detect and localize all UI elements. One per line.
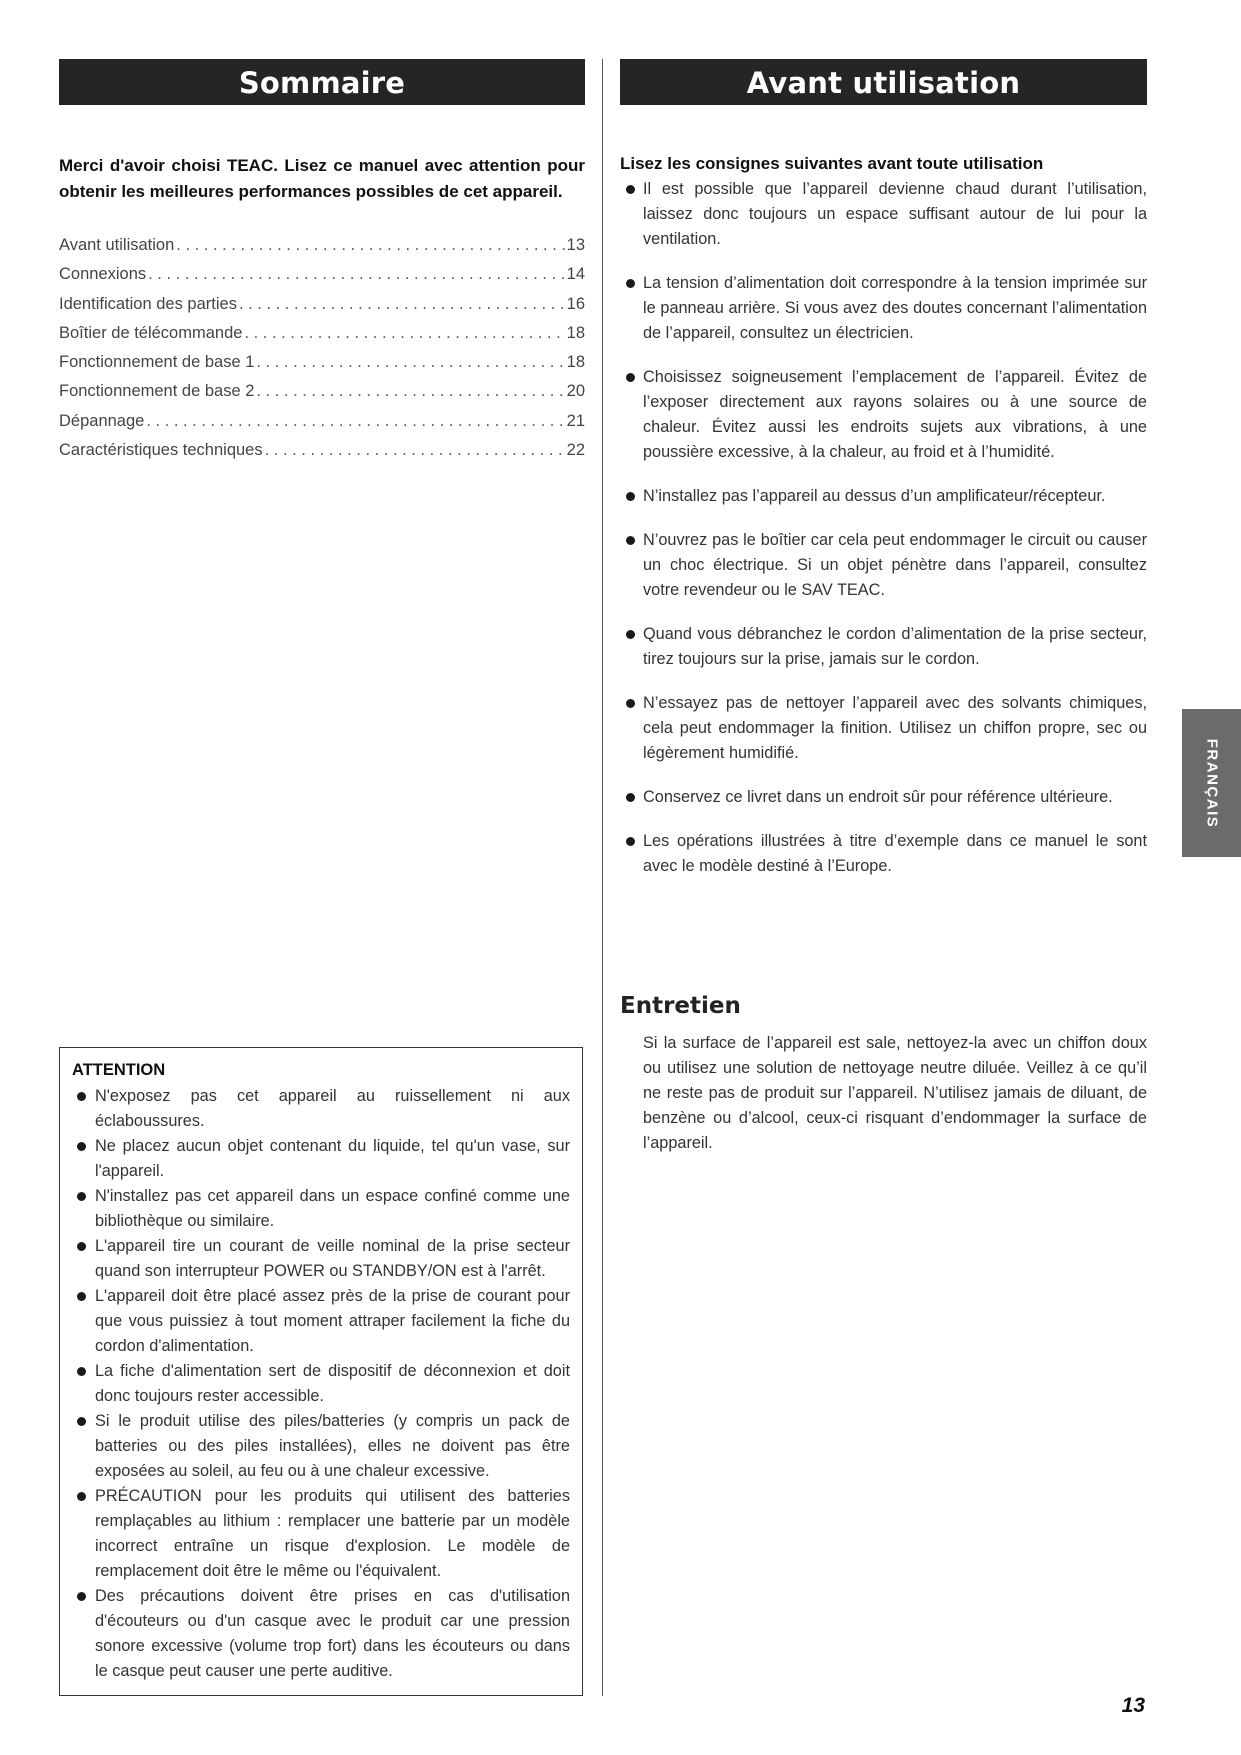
avant-bullet-list: [620, 177, 1147, 879]
toc-entry-label: Identification des parties: [59, 294, 237, 313]
attention-item: PRÉCAUTION pour les produits qui utilisent des batteries remplaçables au lithium : remplacer une batterie par un modèle incorrect entraîne un risque d'explosion. Le modèle de remplacement doit être le même ou l'équivalent.: [72, 1484, 570, 1584]
toc-entry[interactable]: [59, 348, 585, 377]
attention-item: Des précautions doivent être prises en cas d'utilisation d'écouteurs ou d'un casque avec le produit car une pression sonore excessive (volume trop fort) dans les écouteurs ou dans le casque peut causer une perte auditive.: [72, 1584, 570, 1684]
avant-bullet-item: Conservez ce livret dans un endroit sûr pour référence ultérieure.: [620, 785, 1147, 810]
toc-entry[interactable]: [59, 436, 585, 465]
toc-entry-label: Avant utilisation: [59, 236, 175, 254]
toc-leader-dots: [256, 377, 564, 406]
toc-entry-label: Dépannage: [59, 411, 145, 430]
toc-entry[interactable]: [59, 260, 585, 289]
toc-leader-dots: [265, 436, 565, 465]
toc-entry-label: Boîtier de télécommande: [59, 323, 243, 342]
toc-entry-page: 21: [566, 411, 585, 430]
avant-bullet-item: N’essayez pas de nettoyer l’appareil avec des solvants chimiques, cela peut endommager la finition. Utilisez un chiffon propre, sec ou légèrement humidifié.: [620, 691, 1147, 766]
toc-leader-dots: [176, 231, 564, 260]
toc-leader-dots: [256, 348, 564, 377]
attention-item: N'exposez pas cet appareil au ruissellement ni aux éclaboussures.: [72, 1084, 570, 1134]
avant-bullet-item: Les opérations illustrées à titre d’exemple dans ce manuel le sont avec le modèle destiné à l’Europe.: [620, 829, 1147, 879]
attention-item: Si le produit utilise des piles/batteries (y compris un pack de batteries ou des piles installées), elles ne doivent pas être exposées au soleil, au feu ou à une chaleur excessive.: [72, 1409, 570, 1484]
toc-entry[interactable]: [59, 377, 585, 406]
toc-entry-page: 14: [566, 265, 585, 284]
toc-entry-label: Caractéristiques techniques: [59, 441, 263, 460]
attention-title: ATTENTION: [72, 1061, 166, 1079]
toc-leader-dots: [146, 407, 564, 436]
table-of-contents: [59, 231, 585, 465]
entretien-heading: Entretien: [620, 993, 741, 1019]
toc-leader-dots: [244, 319, 564, 348]
language-tab-label: FRANÇAIS: [1203, 738, 1220, 828]
attention-item: N'installez pas cet appareil dans un espace confiné comme une bibliothèque ou similaire.: [72, 1184, 570, 1234]
toc-entry-page: 18: [566, 323, 585, 342]
avant-bullet-item: N’installez pas l’appareil au dessus d’un amplificateur/récepteur.: [620, 484, 1147, 509]
sommaire-title: Sommaire: [59, 59, 585, 105]
attention-box: [59, 1047, 583, 1696]
avant-bullet-item: N’ouvrez pas le boîtier car cela peut endommager le circuit ou causer un choc électrique. Si un objet pénètre dans l’appareil, consultez votre revendeur ou le SAV TEAC.: [620, 528, 1147, 603]
avant-bullet-item: La tension d’alimentation doit correspondre à la tension imprimée sur le panneau arrière. Si vous avez des doutes concernant l’alimentation de l’appareil, consultez un électricien.: [620, 271, 1147, 346]
attention-item: L'appareil doit être placé assez près de la prise de courant pour que vous puissiez à tout moment attraper facilement la fiche du cordon d'alimentation.: [72, 1284, 570, 1359]
attention-item: Ne placez aucun objet contenant du liquide, tel qu'un vase, sur l'appareil.: [72, 1134, 570, 1184]
page-number: 13: [1121, 1694, 1145, 1717]
avant-subheading: Lisez les consignes suivantes avant toute utilisation: [620, 154, 1044, 173]
toc-entry[interactable]: [59, 407, 585, 436]
toc-entry-label: Fonctionnement de base 1: [59, 353, 255, 372]
toc-leader-dots: [239, 290, 565, 319]
avant-bullet-item: Il est possible que l’appareil devienne chaud durant l’utilisation, laissez donc toujours un espace suffisant autour de lui pour la ventilation.: [620, 177, 1147, 252]
toc-entry-page: 13: [566, 236, 585, 254]
toc-entry-label: Fonctionnement de base 2: [59, 382, 255, 401]
column-divider: [602, 59, 603, 1696]
avant-utilisation-section: [620, 59, 1147, 879]
entretien-body: Si la surface de l’appareil est sale, nettoyez-la avec un chiffon doux ou utilisez une solution de nettoyage neutre diluée. Veillez à ce qu’il ne reste pas de produit sur l’appareil. N’utilisez jamais de diluant, de benzène ou d’alcool, ceux-ci risquant d’endommager la surface de l’appareil.: [643, 1034, 1147, 1152]
sommaire-section: [59, 59, 585, 465]
toc-entry[interactable]: [59, 290, 585, 319]
toc-leader-dots: [148, 260, 565, 289]
toc-entry-page: 18: [566, 353, 585, 372]
toc-entry[interactable]: [59, 319, 585, 348]
toc-entry-label: Connexions: [59, 265, 147, 284]
avant-utilisation-title: Avant utilisation: [620, 59, 1147, 105]
toc-entry-page: 22: [566, 441, 585, 460]
toc-entry[interactable]: [59, 231, 585, 260]
attention-item: L'appareil tire un courant de veille nominal de la prise secteur quand son interrupteur POWER ou STANDBY/ON est à l'arrêt.: [72, 1234, 570, 1284]
toc-entry-page: 16: [566, 294, 585, 313]
avant-bullet-item: Quand vous débranchez le cordon d’alimentation de la prise secteur, tirez toujours sur la prise, jamais sur le cordon.: [620, 622, 1147, 672]
sommaire-intro: Merci d'avoir choisi TEAC. Lisez ce manuel avec attention pour obtenir les meilleures performances possibles de cet appareil.: [59, 156, 585, 201]
toc-entry-page: 20: [566, 382, 585, 401]
avant-bullet-item: Choisissez soigneusement l’emplacement de l’appareil. Évitez de l’exposer directement aux rayons solaires ou à une source de chaleur. Évitez aussi les endroits sujets aux vibrations, à une poussière excessive, à la chaleur, au froid et à l’humidité.: [620, 365, 1147, 465]
attention-item: La fiche d'alimentation sert de dispositif de déconnexion et doit donc toujours rester accessible.: [72, 1359, 570, 1409]
language-tab[interactable]: [1182, 709, 1241, 857]
